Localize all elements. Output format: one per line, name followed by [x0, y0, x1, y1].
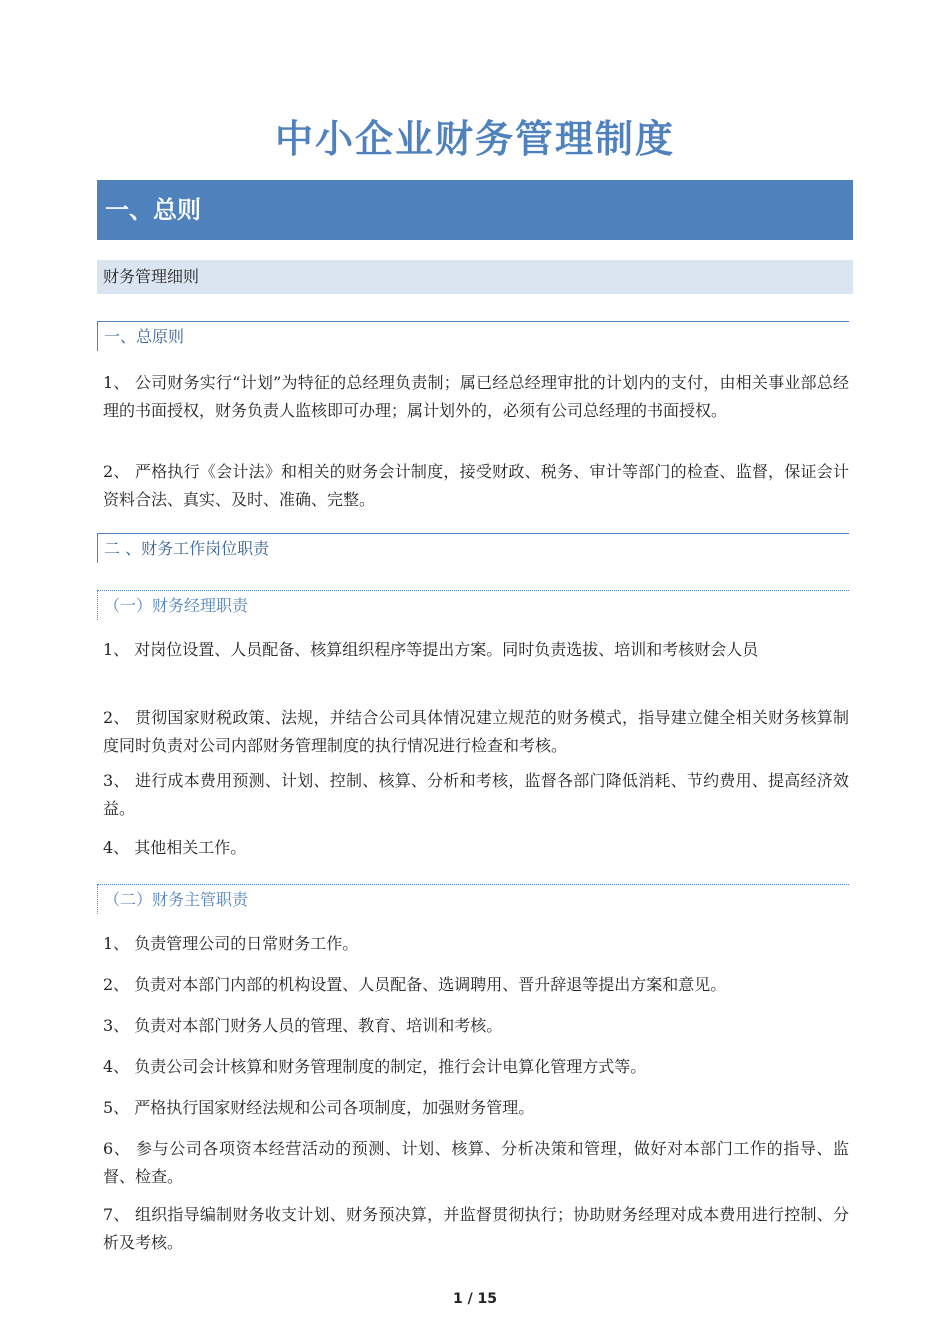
paragraph: 1、 负责管理公司的日常财务工作。 [103, 934, 359, 953]
section-heading-job-duties: 二 、财务工作岗位职责 [97, 533, 849, 563]
paragraph: 3、 负责对本部门财务人员的管理、教育、培训和考核。 [103, 1016, 503, 1035]
paragraph: 7、 组织指导编制财务收支计划、财务预决算，并监督贯彻执行；协助财务经理对成本费用进行控制、分析及考核。 [103, 1205, 849, 1252]
paragraph: 1、 对岗位设置、人员配备、核算组织程序等提出方案。同时负责选拔、培训和考核财会人员 [103, 640, 759, 659]
paragraph: 2、 负责对本部门内部的机构设置、人员配备、选调聘用、晋升辞退等提出方案和意见。 [103, 975, 727, 994]
subsection-heading-finance-supervisor: （二）财务主管职责 [97, 884, 849, 914]
subsection-heading-finance-manager: （一）财务经理职责 [97, 590, 849, 620]
paragraph: 2、 严格执行《会计法》和相关的财务会计制度，接受财政、税务、审计等部门的检查、监督，保证会计资料合法、真实、及时、准确、完整。 [103, 462, 849, 509]
paragraph: 1、 公司财务实行“计划”为特征的总经理负责制；属已经总经理审批的计划内的支付，由相关事业部总经理的书面授权，财务负责人监核即可办理；属计划外的，必须有公司总经理的书面授权。 [103, 373, 849, 420]
page-number: 1 / 15 [452, 1291, 498, 1307]
paragraph: 3、 进行成本费用预测、计划、控制、核算、分析和考核，监督各部门降低消耗、节约费用、提高经济效益。 [103, 771, 849, 818]
paragraph: 5、 严格执行国家财经法规和公司各项制度，加强财务管理。 [103, 1098, 535, 1117]
subtitle-heading: 财务管理细则 [97, 260, 853, 294]
paragraph: 4、 其他相关工作。 [103, 838, 247, 857]
paragraph: 4、 负责公司会计核算和财务管理制度的制定，推行会计电算化管理方式等。 [103, 1057, 647, 1076]
paragraph: 2、 贯彻国家财税政策、法规，并结合公司具体情况建立规范的财务模式，指导建立健全相关财务核算制度同时负责对公司内部财务管理制度的执行情况进行检查和考核。 [103, 708, 849, 755]
chapter-heading: 一、总则 [97, 180, 853, 240]
section-heading-general-principles: 一、总原则 [97, 321, 849, 351]
paragraph: 6、 参与公司各项资本经营活动的预测、计划、核算、分析决策和管理，做好对本部门工作的指导、监督、检查。 [103, 1139, 849, 1186]
document-title: 中小企业财务管理制度 [274, 117, 675, 161]
